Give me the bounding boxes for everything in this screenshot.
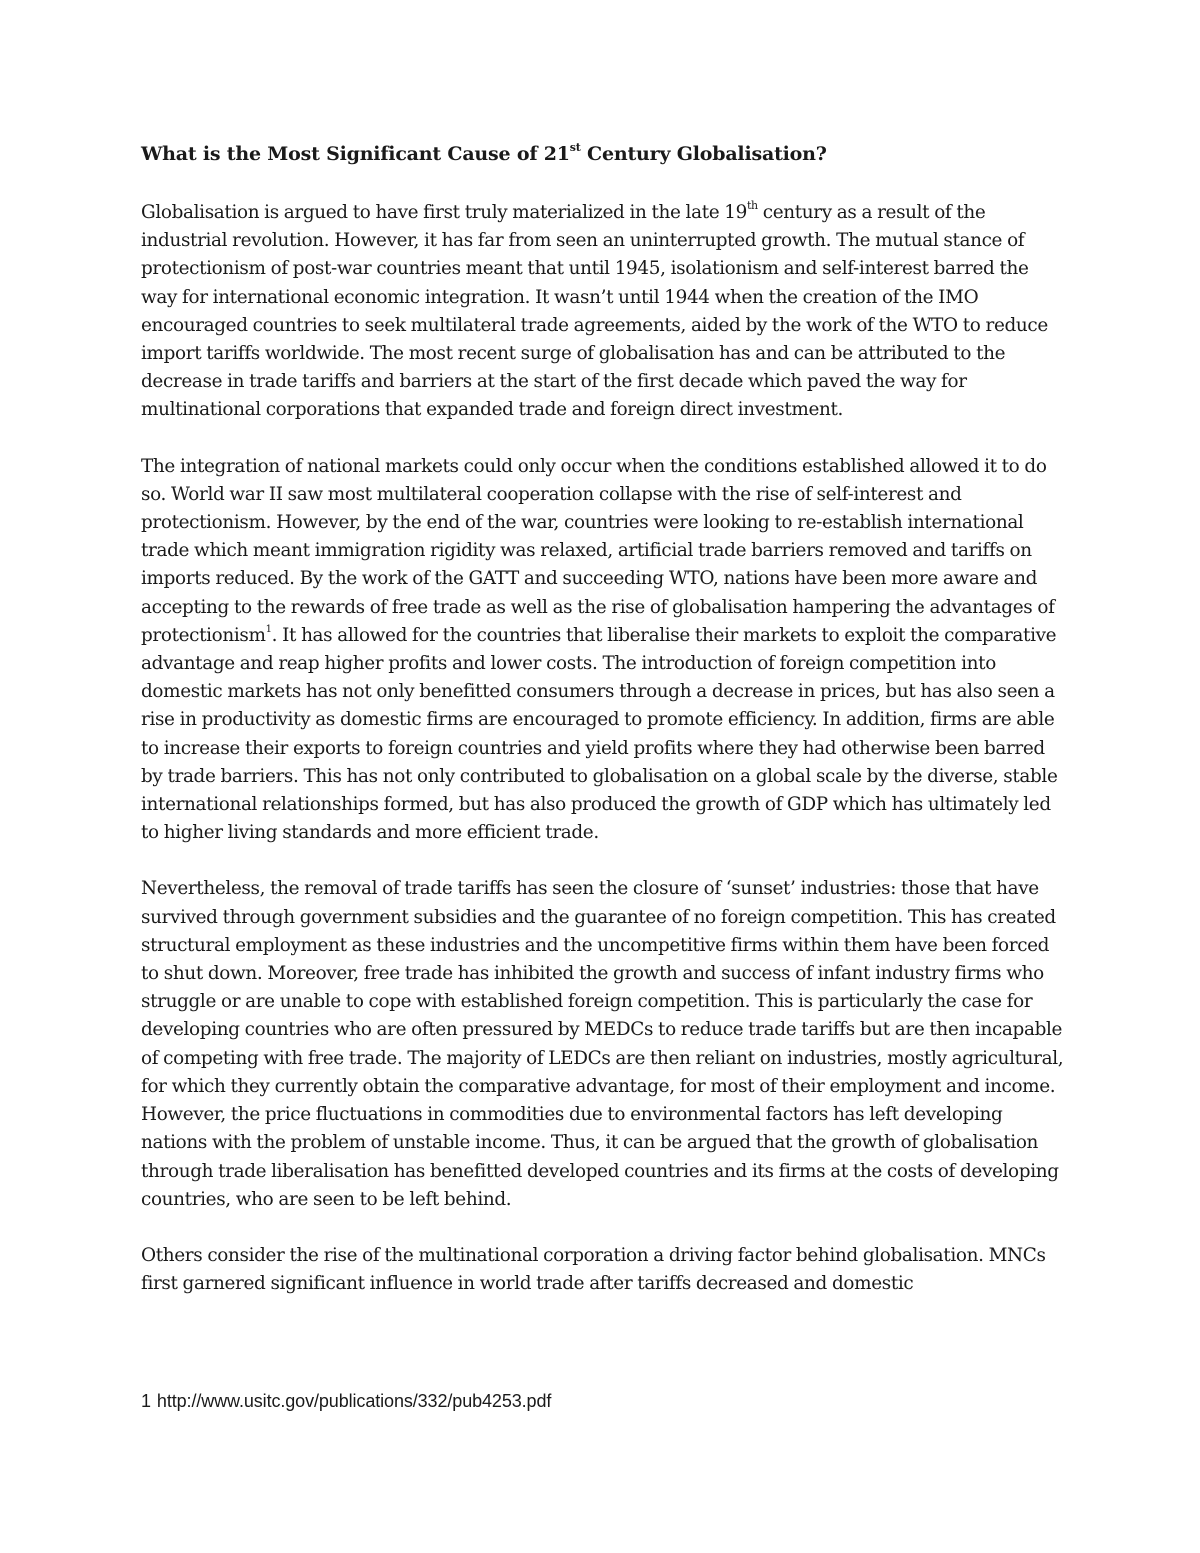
paragraph-1-text-b: century as a result of the industrial revolution. However, it has far from seen an uninterrupted growth. The mutual stance of protectionism of post-war countries meant that until 1945, isolationism and self-interest barred the way for international economic integration. It wasn’t until 1944 when the creation of the IMO encouraged countries to seek multilateral trade agreements, aided by the work of the WTO to reduce import tariffs worldwide. The most recent surge of globalisation has and can be attributed to the decrease in trade tariffs and barriers at the start of the first decade which paved the way for multinational corporations that expanded trade and foreign direct investment. [141, 202, 1048, 421]
paragraph-3: Nevertheless, the removal of trade tariffs has seen the closure of ‘sunset’ industries: those that have survived through government subsidies and the guarantee of no foreign competition. This has created structural employment as these industries and the uncompetitive firms within them have been forced to shut down. Moreover, free trade has inhibited the growth and success of infant industry firms who struggle or are unable to cope with established foreign competition. This is particularly the case for developing countries who are often pressured by MEDCs to reduce trade tariffs but are then incapable of competing with free trade. The majority of LEDCs are then reliant on industries, mostly agricultural, for which they currently obtain the comparative advantage, for most of their employment and income. However, the price fluctuations in commodities due to environmental factors has left developing nations with the problem of unstable income. Thus, it can be argued that the growth of globalisation through trade liberalisation has benefitted developed countries and its firms at the costs of developing countries, who are seen to be left behind. [141, 878, 1064, 1210]
paragraph-4: Others consider the rise of the multinational corporation a driving factor behind globalisation. MNCs first garnered significant influence in world trade after tariffs decreased and domestic [141, 1244, 1046, 1295]
paragraph-1-superscript: th [746, 198, 758, 212]
paragraph-2-text-a: The integration of national markets could only occur when the conditions established allowed it to do so. World war II saw most multilateral cooperation collapse with the rise of self-interest and protectionism. However, by the end of the war, countries were looking to re-establish international trade which meant immigration rigidity was relaxed, artificial trade barriers removed and tariffs on imports reduced. By the work of the GATT and succeeding WTO, nations have been more aware and accepting to the rewards of free trade as well as the rise of globalisation hampering the advantages of protectionism [141, 455, 1055, 646]
document-body [141, 138, 1066, 1326]
title-text: What is the Most Significant Cause of 21 [141, 143, 570, 165]
paragraph-2 [141, 453, 1066, 848]
page-title [141, 138, 1066, 170]
paragraph-1-text-a: Globalisation is argued to have first truly materialized in the late 19 [141, 202, 747, 223]
title-superscript: st [569, 140, 581, 154]
paragraph-2-text-b: . It has allowed for the countries that liberalise their markets to exploit the comparative advantage and reap higher profits and lower costs. The introduction of foreign competition into domestic markets has not only benefitted consumers through a decrease in prices, but has also seen a rise in productivity as domestic firms are encouraged to promote efficiency. In addition, firms are able to increase their exports to foreign countries and yield profits where they had otherwise been barred by trade barriers. This has not only contributed to globalisation on a global scale by the diverse, stable international relationships formed, but has also produced the growth of GDP which has ultimately led to higher living standards and more efficient trade. [141, 624, 1058, 844]
footnote [141, 1389, 551, 1413]
paragraph-1 [141, 199, 1066, 425]
footnote-number: 1 [141, 1391, 151, 1411]
footnote-reference[interactable]: 1 [265, 623, 272, 635]
footnote-link[interactable]: http://www.usitc.gov/publications/332/pub4253.pdf [156, 1391, 552, 1411]
title-text-end: Century Globalisation? [580, 143, 827, 165]
